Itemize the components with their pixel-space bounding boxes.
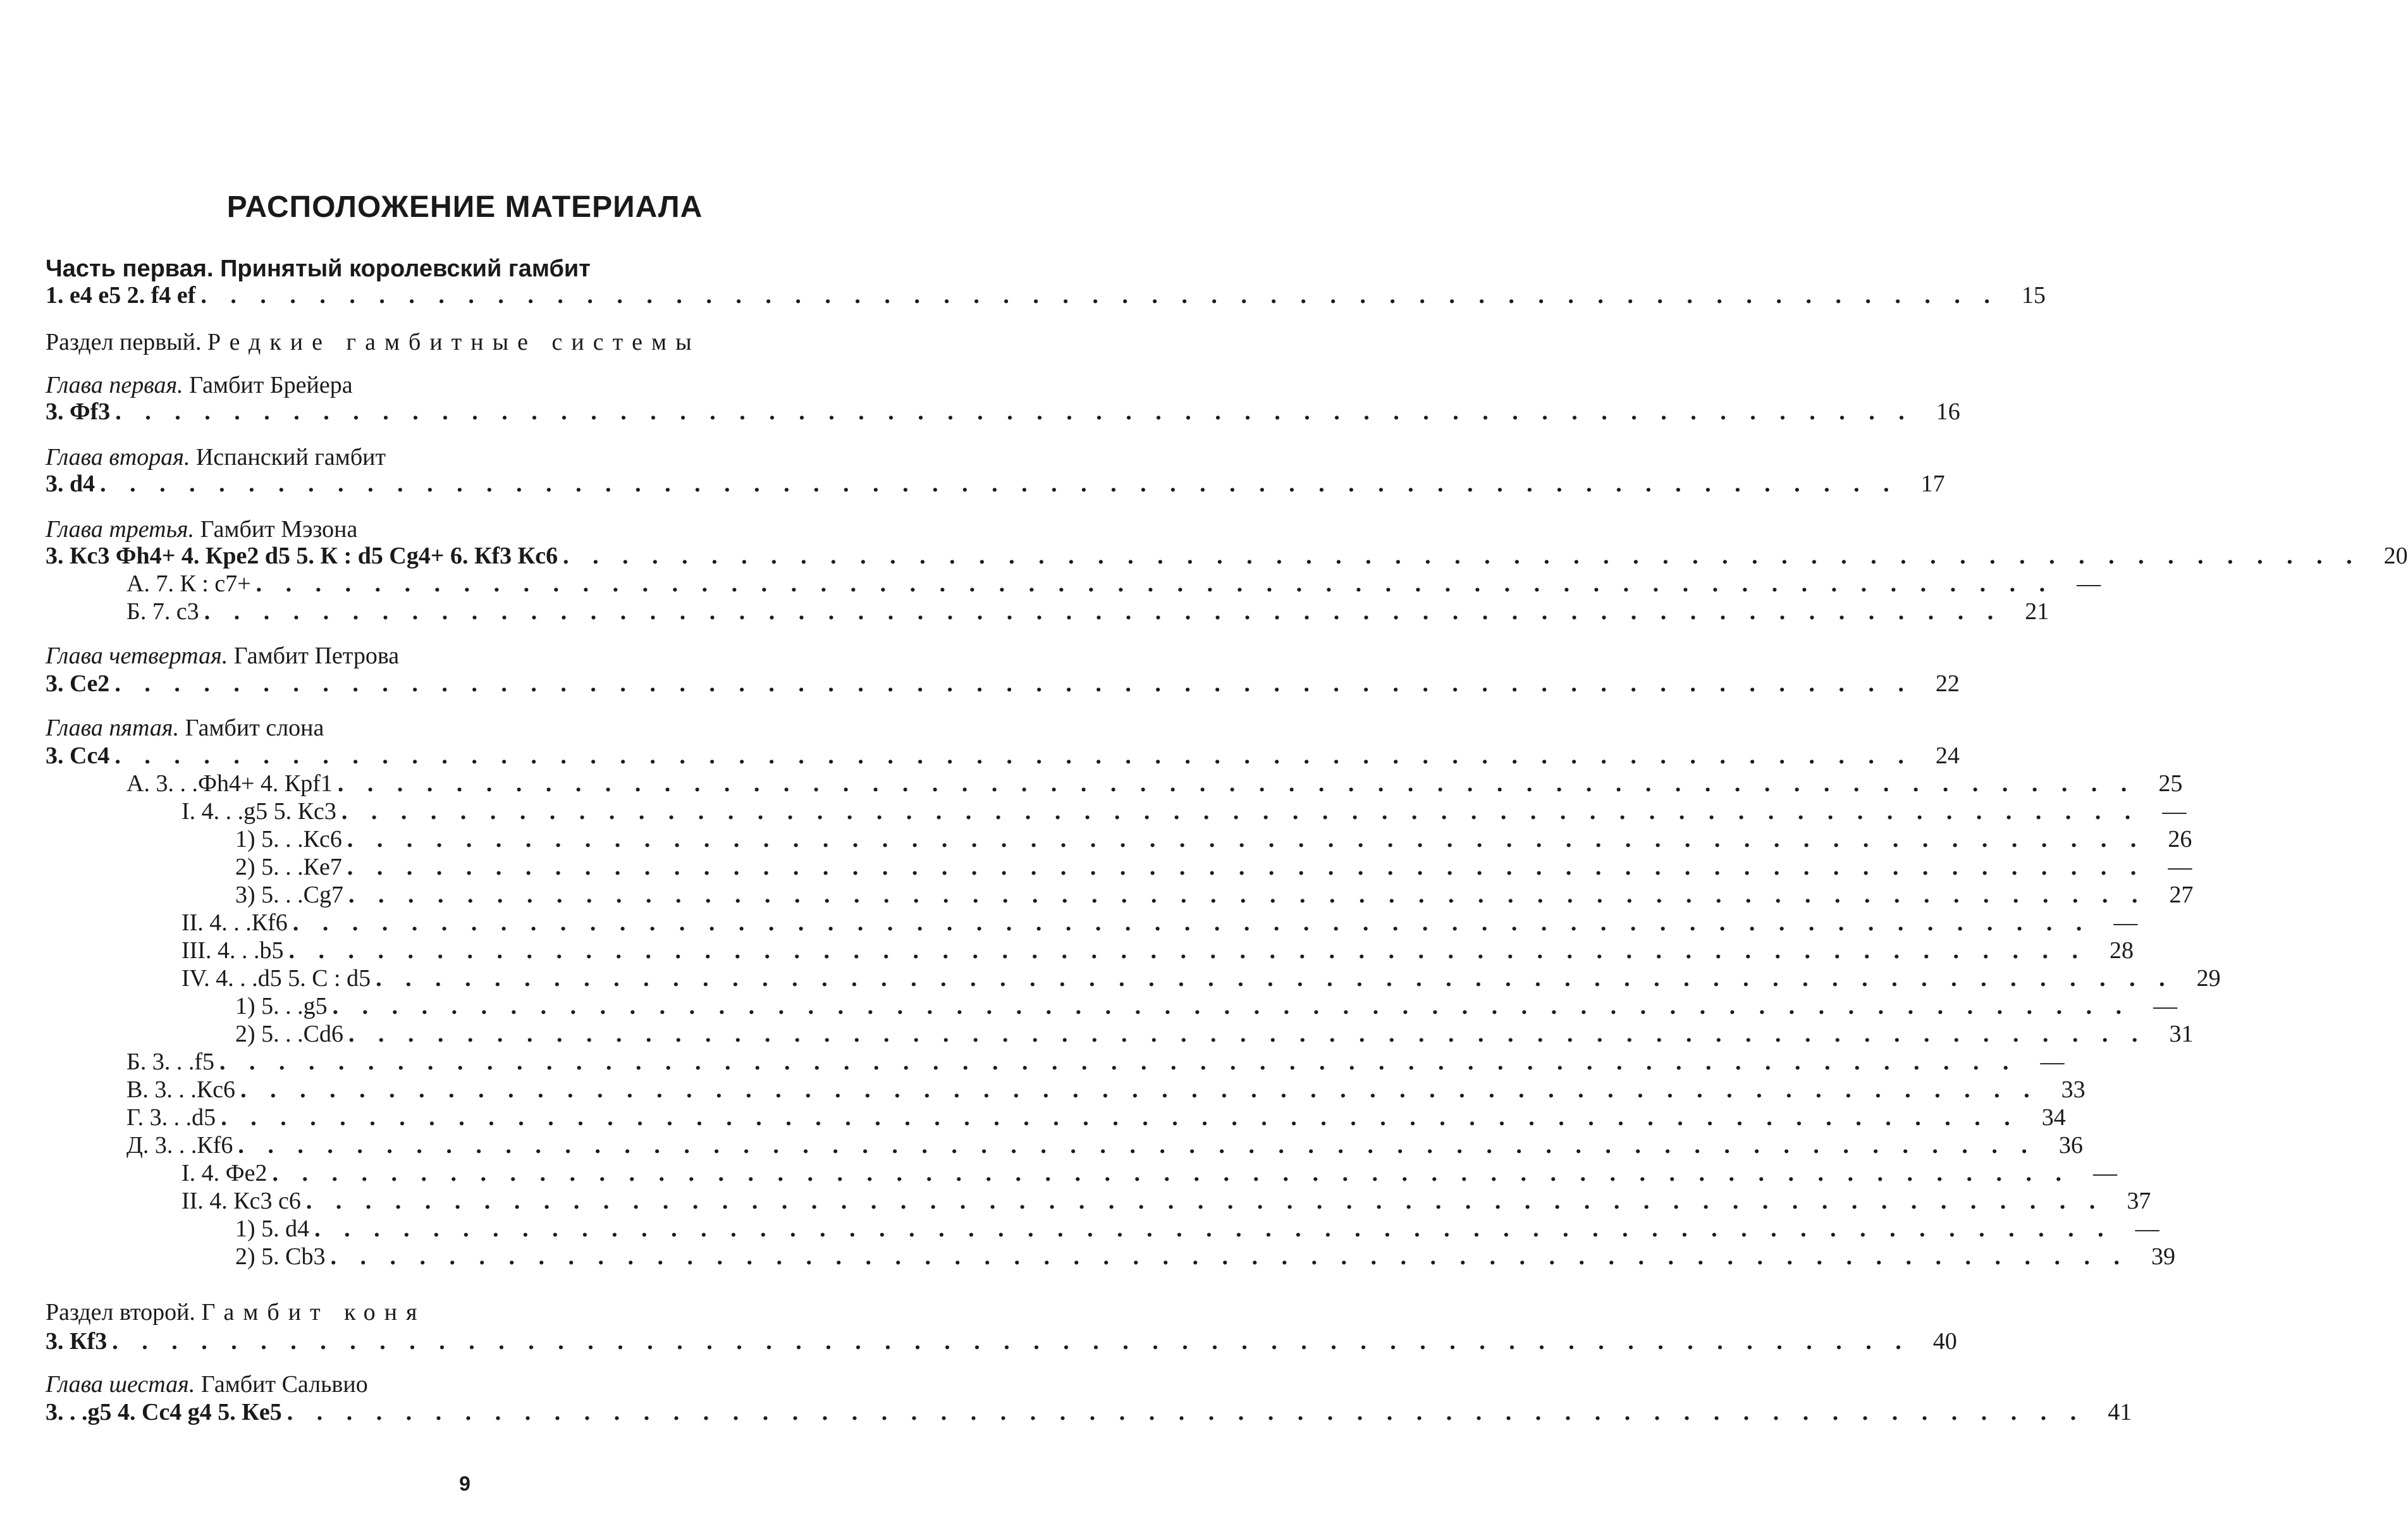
dot-leader: . . . . . . . . . . . . . . . . . . . . . . . . . . . . . . . . . . . . . . . . . . . . . . . . . . . . . . . . . . . . . [332,993,2131,1019]
entry-text: 2) 5. . .Кe7 [235,854,342,880]
toc-subentry[interactable] [181,936,2134,965]
dot-leader: . . . . . . . . . . . . . . . . . . . . . . . . . . . . . . . . . . . . . . . . . . . . . . . . . . . . . . . . . . . . . [288,937,2087,964]
entry-text: 3. Кc3 Фh4+ 4. Кpe2 d5 5. К : d5 Cg4+ 6. Кf3 Кc6 [46,543,558,569]
section-title: Гамбит коня [201,1299,426,1326]
dot-leader: . . . . . . . . . . . . . . . . . . . . . . . . . . . . . . . . . . . . . . . . . . . . . . . . . . . . . . . . . . . . . [347,854,2146,880]
entry-text: Б. 7. c3 [126,598,199,625]
entry-text: 3. . .g5 4. Cc4 g4 5. Кe5 [46,1399,282,1425]
page-number: 28 [2109,937,2134,964]
dot-leader: . . . . . . . . . . . . . . . . . . . . . . . . . . . . . . . . . . . . . . . . . . . . . . . . . . . . . . . . . . . . . [204,598,2003,625]
chapter-heading [46,371,868,400]
entry-text: 1) 5. . .g5 [235,993,328,1019]
dot-leader: . . . . . . . . . . . . . . . . . . . . . . . . . . . . . . . . . . . . . . . . . . . . . . . . . . . . . . . . . . . . . [305,1188,2104,1214]
page-number-footer: 9 [459,1472,470,1495]
chapter-name: Испанский гамбит [195,444,386,471]
dot-leader: . . . . . . . . . . . . . . . . . . . . . . . . . . . . . . . . . . . . . . . . . . . . . . . . . . . . . . . . . . . . . [114,742,1913,769]
page-number: 29 [2196,965,2221,992]
entry-text: II. 4. Кc3 c6 [181,1188,301,1214]
entry-text: 1. e4 e5 2. f4 ef [46,282,196,309]
chapter-heading [46,713,868,742]
toc-subentry[interactable] [181,797,2187,826]
entry-text: I. 4. . .g5 5. Кc3 [181,798,336,825]
chapter-label: Глава третья. [46,516,195,543]
toc-entry[interactable] [46,469,1945,498]
page-number: 15 [2021,282,2046,309]
section-label: Раздел первый. [46,329,202,355]
entry-text: III. 4. . .b5 [181,937,284,964]
chapter-label: Глава шестая. [46,1371,195,1398]
entry-text: В. 3. . .Кc6 [126,1076,236,1103]
page-number: 37 [2127,1188,2151,1214]
chapter-heading [46,641,868,670]
entry-text: 3. Фf3 [46,398,111,425]
dot-leader: . . . . . . . . . . . . . . . . . . . . . . . . . . . . . . . . . . . . . . . . . . . . . . . . . . . . . . . . . . . . . [272,1160,2071,1186]
page-number: — [2162,798,2187,825]
section-title: Редкие гамбитные системы [207,329,701,355]
toc-subentry[interactable] [126,1075,2086,1104]
page-number: 21 [2025,598,2049,625]
entry-text: 3. d4 [46,471,95,497]
page-number: 31 [2169,1021,2194,1047]
page-number: 34 [2041,1104,2066,1131]
page-number: 27 [2169,882,2194,908]
toc-entry-part1[interactable] [46,281,2046,310]
toc-entry[interactable] [46,541,2408,570]
chapter-label: Глава пятая. [46,715,180,741]
page-number: — [2093,1160,2118,1186]
dot-leader: . . . . . . . . . . . . . . . . . . . . . . . . . . . . . . . . . . . . . . . . . . . . . . . . . . . . . . . . . . . . . [348,1021,2147,1047]
dot-leader: . . . . . . . . . . . . . . . . . . . . . . . . . . . . . . . . . . . . . . . . . . . . . . . . . . . . . . . . . . . . . [100,471,1898,497]
entry-text: 2) 5. . .Cd6 [235,1021,343,1047]
dot-leader: . . . . . . . . . . . . . . . . . . . . . . . . . . . . . . . . . . . . . . . . . . . . . . . . . . . . . . . . . . . . . [238,1132,2036,1159]
dot-leader: . . . . . . . . . . . . . . . . . . . . . . . . . . . . . . . . . . . . . . . . . . . . . . . . . . . . . . . . . . . . . [337,770,2136,797]
page-number: — [2113,909,2138,936]
dot-leader: . . . . . . . . . . . . . . . . . . . . . . . . . . . . . . . . . . . . . . . . . . . . . . . . . . . . . . . . . . . . . [221,1104,2019,1131]
dot-leader: . . . . . . . . . . . . . . . . . . . . . . . . . . . . . . . . . . . . . . . . . . . . . . . . . . . . . . . . . . . . . [200,282,1999,309]
chapter-heading [46,515,868,544]
entry-text: IV. 4. . .d5 5. C : d5 [181,965,371,992]
entry-text: 2) 5. Cb3 [235,1243,326,1270]
chapter-heading [46,443,868,472]
chapter-label: Глава первая. [46,372,183,398]
entry-text: 3. Кf3 [46,1328,108,1355]
page-number: 17 [1920,471,1945,497]
page-number: 25 [2158,770,2183,797]
toc-subentry[interactable] [235,852,2192,882]
toc-subentry[interactable] [235,825,2192,854]
entry-text: Б. 3. . .f5 [126,1049,214,1075]
dot-leader: . . . . . . . . . . . . . . . . . . . . . . . . . . . . . . . . . . . . . . . . . . . . . . . . . . . . . . . . . . . . . [314,1216,2113,1242]
page-number: 36 [2058,1132,2083,1159]
chapter-label: Глава четвертая. [46,643,228,669]
page-number: 41 [2108,1399,2132,1425]
dot-leader: . . . . . . . . . . . . . . . . . . . . . . . . . . . . . . . . . . . . . . . . . . . . . . . . . . . . . . . . . . . . . [341,798,2140,825]
toc-subentry[interactable] [235,1242,2175,1271]
dot-leader: . . . . . . . . . . . . . . . . . . . . . . . . . . . . . . . . . . . . . . . . . . . . . . . . . . . . . . . . . . . . . [115,398,1914,425]
toc-subentry[interactable] [126,769,2183,798]
entry-text: 3. Ce2 [46,670,110,697]
toc-entry[interactable] [46,1327,1957,1356]
section-heading [46,1298,868,1327]
page-number: 16 [1936,398,1960,425]
toc-subentry[interactable] [181,1186,2151,1216]
toc-subentry[interactable] [126,1047,2065,1076]
toc-subentry[interactable] [126,569,2101,598]
page-number: 22 [1935,670,1960,697]
section-heading [46,328,868,357]
chapter-name: Гамбит слона [185,715,324,741]
toc-entry[interactable] [46,741,1960,770]
chapter-label: Глава вторая. [46,444,190,471]
toc-subentry[interactable] [181,908,2138,937]
page-number: 40 [1932,1328,1957,1355]
page-number: — [2135,1216,2159,1242]
toc-subentry[interactable] [235,880,2194,909]
dot-leader: . . . . . . . . . . . . . . . . . . . . . . . . . . . . . . . . . . . . . . . . . . . . . . . . . . . . . . . . . . . . . [563,543,2361,569]
entry-text: 1) 5. d4 [235,1216,310,1242]
page-number: — [2077,570,2101,597]
toc-subentry[interactable] [235,992,2178,1021]
toc-subentry[interactable] [126,1103,2066,1132]
chapter-name: Гамбит Мэзона [200,516,358,543]
dot-leader: . . . . . . . . . . . . . . . . . . . . . . . . . . . . . . . . . . . . . . . . . . . . . . . . . . . . . . . . . . . . . [292,909,2091,936]
dot-leader: . . . . . . . . . . . . . . . . . . . . . . . . . . . . . . . . . . . . . . . . . . . . . . . . . . . . . . . . . . . . . [348,882,2147,908]
page-number: 20 [2383,543,2408,569]
entry-text: 3. Cc4 [46,742,110,769]
chapter-name: Гамбит Петрова [233,643,400,669]
toc-subentry[interactable] [181,1159,2118,1188]
page-number: — [2040,1049,2065,1075]
entry-text: 3) 5. . .Cg7 [235,882,343,908]
entry-text: Д. 3. . .Кf6 [126,1132,233,1159]
section-label: Раздел второй. [46,1299,195,1326]
part-heading: Часть первая. Принятый королевский гамбит [46,255,591,282]
page-number: — [2168,854,2192,880]
dot-leader: . . . . . . . . . . . . . . . . . . . . . . . . . . . . . . . . . . . . . . . . . . . . . . . . . . . . . . . . . . . . . [240,1076,2039,1103]
dot-leader: . . . . . . . . . . . . . . . . . . . . . . . . . . . . . . . . . . . . . . . . . . . . . . . . . . . . . . . . . . . . . [112,1328,1910,1355]
dot-leader: . . . . . . . . . . . . . . . . . . . . . . . . . . . . . . . . . . . . . . . . . . . . . . . . . . . . . . . . . . . . . [330,1243,2128,1270]
toc-subentry[interactable] [235,1214,2159,1243]
entry-text: Г. 3. . .d5 [126,1104,216,1131]
toc-entry[interactable] [46,397,1960,426]
page-number: — [2153,993,2178,1019]
toc-subentry[interactable] [235,1019,2194,1049]
dot-leader: . . . . . . . . . . . . . . . . . . . . . . . . . . . . . . . . . . . . . . . . . . . . . . . . . . . . . . . . . . . . . [255,570,2055,597]
toc-subentry[interactable] [126,1131,2083,1160]
page-number: 33 [2061,1076,2086,1103]
page-number: 39 [2151,1243,2175,1270]
entry-text: II. 4. . .Кf6 [181,909,288,936]
entry-text: I. 4. Фe2 [181,1160,267,1186]
entry-text: А. 3. . .Фh4+ 4. Кpf1 [126,770,333,797]
entry-text: А. 7. К : c7+ [126,570,251,597]
page-number: 26 [2168,826,2192,852]
dot-leader: . . . . . . . . . . . . . . . . . . . . . . . . . . . . . . . . . . . . . . . . . . . . . . . . . . . . . . . . . . . . . [219,1049,2018,1075]
page-title: РАСПОЛОЖЕНИЕ МАТЕРИАЛА [226,190,703,224]
dot-leader: . . . . . . . . . . . . . . . . . . . . . . . . . . . . . . . . . . . . . . . . . . . . . . . . . . . . . . . . . . . . . [347,826,2146,852]
toc-subentry[interactable] [126,597,2049,626]
dot-leader: . . . . . . . . . . . . . . . . . . . . . . . . . . . . . . . . . . . . . . . . . . . . . . . . . . . . . . . . . . . . . [114,670,1913,697]
dot-leader: . . . . . . . . . . . . . . . . . . . . . . . . . . . . . . . . . . . . . . . . . . . . . . . . . . . . . . . . . . . . . [376,965,2174,992]
dot-leader: . . . . . . . . . . . . . . . . . . . . . . . . . . . . . . . . . . . . . . . . . . . . . . . . . . . . . . . . . . . . . [286,1399,2086,1425]
toc-entry[interactable] [46,669,1960,698]
toc-subentry[interactable] [181,964,2221,993]
toc-entry[interactable] [46,1398,2132,1427]
entry-text: 1) 5. . .Кc6 [235,826,342,852]
chapter-heading [46,1370,868,1399]
chapter-name: Гамбит Сальвио [200,1371,368,1398]
chapter-name: Гамбит Брейера [189,372,353,398]
page-number: 24 [1935,742,1960,769]
